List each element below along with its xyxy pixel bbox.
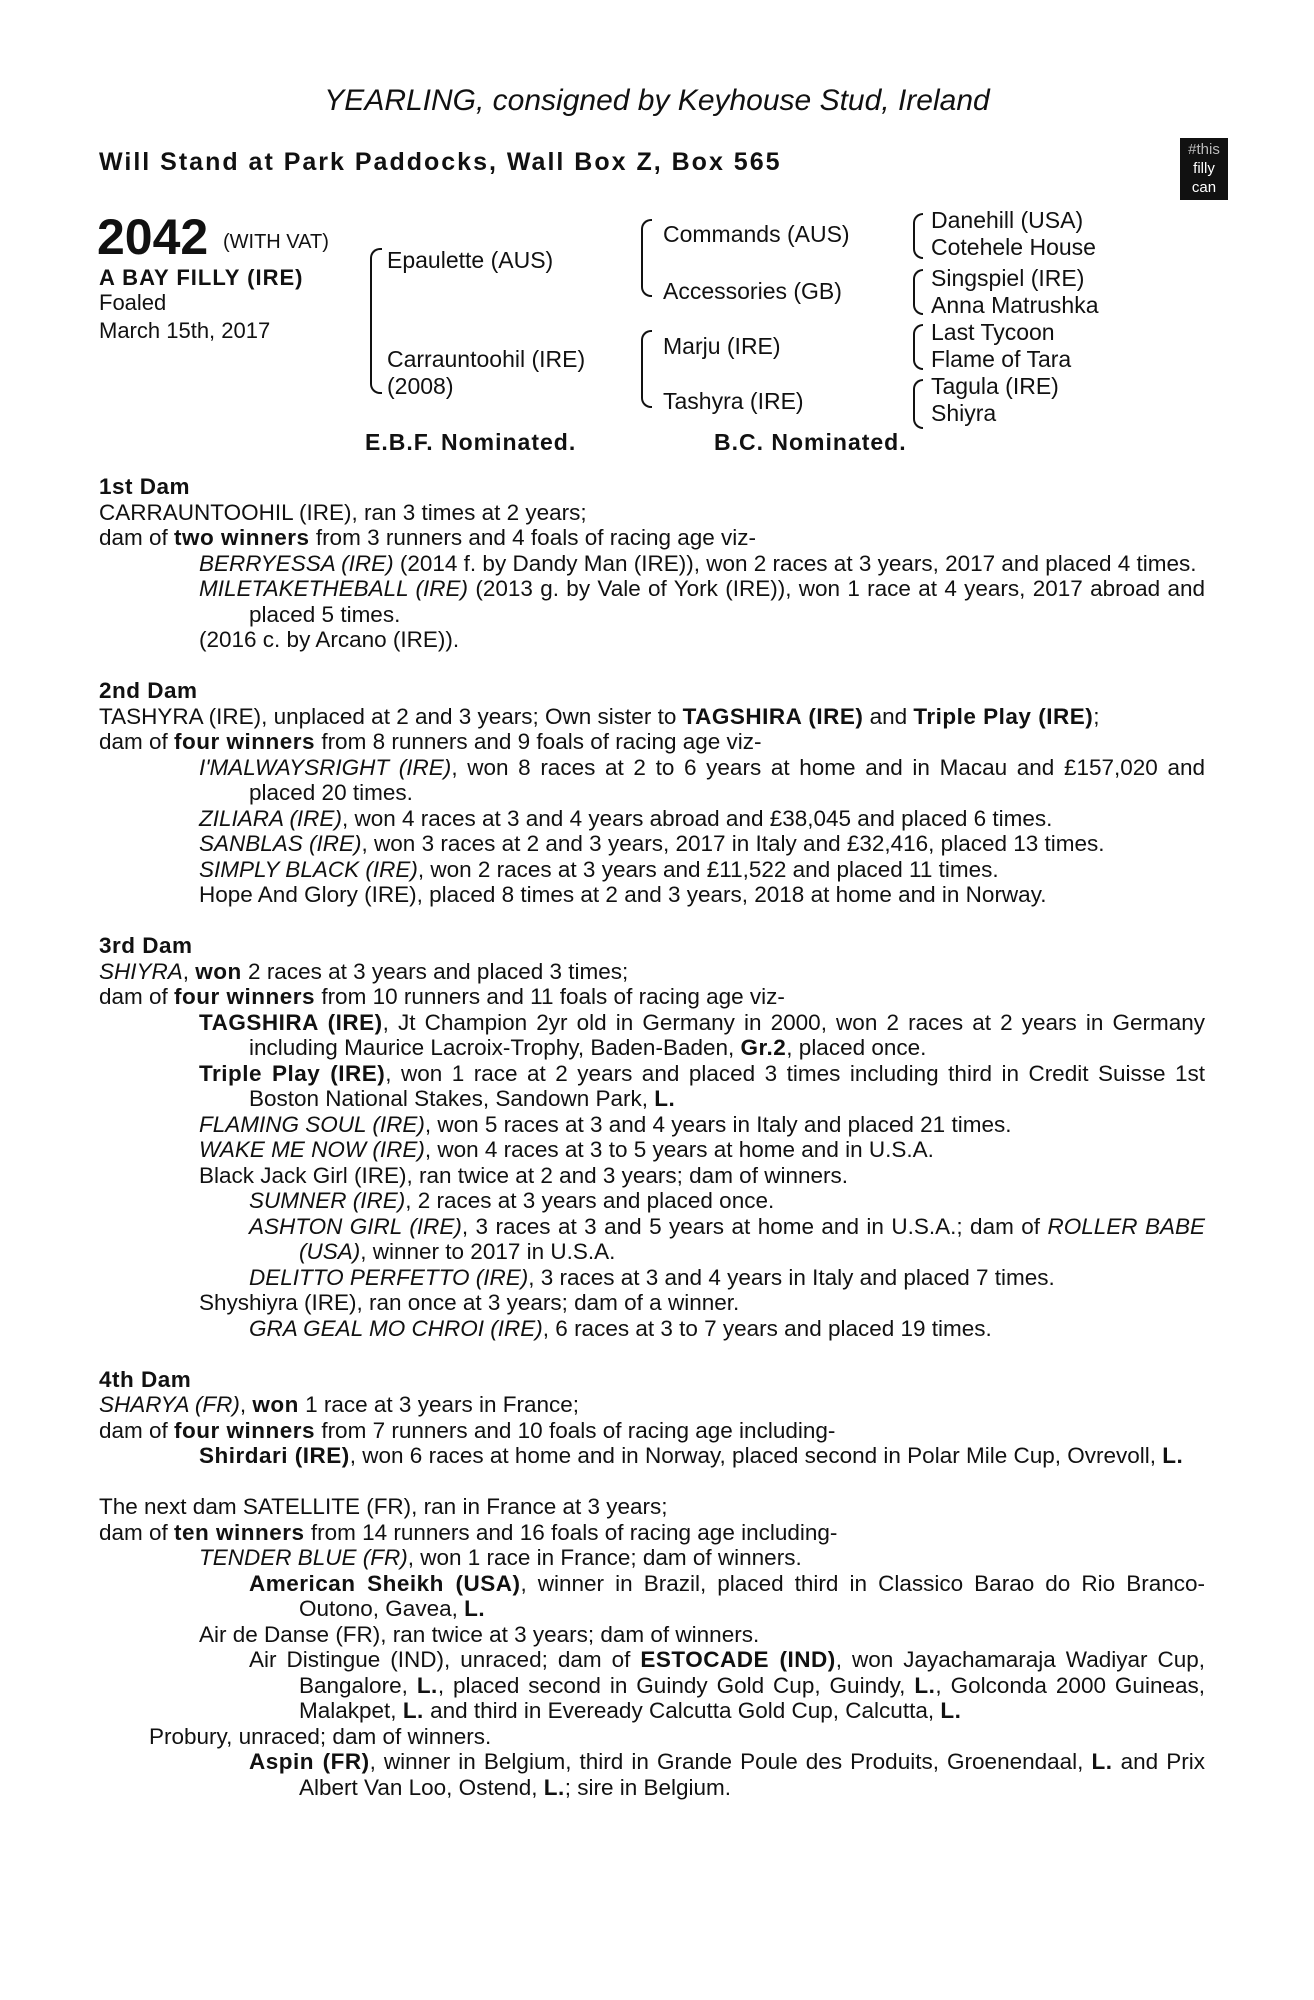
horse-name: SANBLAS (IRE) <box>199 831 362 856</box>
text-bold: won <box>252 1392 299 1417</box>
produce-entry <box>99 755 1205 806</box>
produce-detail: and Prix Albert Van Loo, Ostend, <box>299 1749 1205 1800</box>
produce-entry <box>99 1137 1205 1163</box>
logo-line-3: can <box>1191 179 1217 196</box>
section-heading: 2nd Dam <box>99 678 198 703</box>
pedigree-dam-sire: Marju (IRE) <box>663 333 781 359</box>
text: dam of <box>99 1417 175 1443</box>
race-grade: L. <box>1091 1749 1113 1774</box>
produce-detail: , winner to 2017 in U.S.A. <box>360 1239 616 1264</box>
winners-count: two winners <box>174 525 310 550</box>
produce-detail: Probury, unraced; dam of winners. <box>149 1723 492 1749</box>
race-grade: L. <box>402 1698 424 1723</box>
pedigree-gen3-2: Cotehele House <box>931 234 1096 260</box>
race-grade: L. <box>654 1086 676 1111</box>
horse-name: Aspin (FR) <box>249 1749 370 1774</box>
pedigree-sire-sire: Commands (AUS) <box>663 221 850 247</box>
produce-detail: , placed second in Guindy Gold Cup, Guindy, <box>437 1672 915 1698</box>
section-heading: 3rd Dam <box>99 933 193 958</box>
horse-name: DELITTO PERFETTO (IRE) <box>249 1264 529 1290</box>
race-grade: L. <box>940 1698 962 1723</box>
horse-name: ZILIARA (IRE) <box>199 805 342 831</box>
produce-detail: (2013 g. by Vale of York (IRE)), won 1 race at 4 years, 2017 abroad and placed 5 times. <box>249 576 1205 627</box>
pedigree-brace-gen3-3 <box>913 324 923 370</box>
grand-produce-entry <box>99 1265 1205 1291</box>
text: , <box>182 958 196 984</box>
text: from 14 runners and 16 foals of racing age including- <box>304 1519 838 1545</box>
catalogue-body <box>99 474 1205 1800</box>
section-heading: 1st Dam <box>99 474 191 499</box>
horse-name: ASHTON GIRL (IRE) <box>249 1213 462 1239</box>
horse-name: Triple Play (IRE) <box>199 1060 386 1086</box>
dam-produce-summary <box>99 1520 1205 1546</box>
grand-produce-entry <box>99 1316 1205 1342</box>
text: 1 race at 3 years in France; <box>298 1392 580 1417</box>
produce-detail: , 6 races at 3 to 7 years and placed 19 times. <box>542 1315 992 1341</box>
race-grade: L. <box>416 1672 438 1698</box>
fourth-dam-section <box>99 1367 1205 1469</box>
produce-entry <box>99 1290 1205 1316</box>
produce-detail: Hope And Glory (IRE), placed 8 times at 2 and 3 years, 2018 at home and in Norway. <box>199 882 1047 907</box>
produce-detail: , won 8 races at 2 to 6 years at home and in Macau and £157,020 and placed 20 times. <box>249 754 1205 805</box>
pedigree-brace-gen1 <box>370 248 382 394</box>
dam-description: The next dam SATELLITE (FR), ran in France at 3 years; <box>99 1494 668 1519</box>
dam-description: CARRAUNTOOHIL (IRE), ran 3 times at 2 years; <box>99 499 587 525</box>
produce-detail: , 3 races at 3 and 4 years in Italy and placed 7 times. <box>528 1264 1055 1290</box>
dam-produce-summary <box>99 1418 1205 1444</box>
pedigree-gen3-5: Last Tycoon <box>931 319 1055 345</box>
text: dam of <box>99 1519 175 1545</box>
next-dam-section <box>99 1494 1205 1800</box>
text-bold: won <box>195 958 242 984</box>
lot-vat-note: (WITH VAT) <box>223 231 329 253</box>
pedigree-gen3-4: Anna Matrushka <box>931 292 1099 318</box>
dam-description <box>99 959 1205 985</box>
produce-detail: , placed once. <box>786 1035 927 1060</box>
stand-location: Will Stand at Park Paddocks, Wall Box Z, Box 565 <box>99 148 782 176</box>
text: from 7 runners and 10 foals of racing age including- <box>315 1417 836 1443</box>
pedigree-dam-year: (2008) <box>387 373 454 399</box>
text: from 10 runners and 11 foals of racing age viz- <box>315 984 785 1009</box>
horse-name: MILETAKETHEBALL (IRE) <box>199 576 469 601</box>
winners-count: ten winners <box>174 1519 305 1545</box>
horse-name: FLAMING SOUL (IRE) <box>199 1111 425 1137</box>
grand-produce-entry <box>99 1749 1205 1800</box>
horse-name: BERRYESSA (IRE) <box>199 550 394 576</box>
text: , <box>239 1392 253 1417</box>
logo-line-2: filly <box>1193 160 1215 177</box>
horse-name: Shirdari (IRE) <box>199 1443 350 1468</box>
lot-number: 2042 <box>97 209 209 265</box>
produce-entry <box>99 576 1205 627</box>
horse-name: TAGSHIRA (IRE) <box>199 1009 383 1035</box>
produce-detail: , won 1 race at 2 years and placed 3 times including third in Credit Suisse 1st Boston National Stakes, Sandown Park, <box>249 1060 1205 1111</box>
horse-name: American Sheikh (USA) <box>249 1570 521 1596</box>
produce-entry <box>99 1061 1205 1112</box>
horse-name: I'MALWAYSRIGHT (IRE) <box>199 754 452 780</box>
race-grade: L. <box>914 1672 936 1698</box>
produce-detail: (2016 c. by Arcano (IRE)). <box>199 627 460 652</box>
pedigree-sire-dam: Accessories (GB) <box>663 278 842 304</box>
horse-name: TENDER BLUE (FR) <box>199 1545 408 1570</box>
horse-name: ROLLER BABE (USA) <box>299 1213 1205 1264</box>
dam-produce-summary <box>99 984 1205 1010</box>
foaled-label: Foaled <box>99 290 167 315</box>
text: 2 races at 3 years and placed 3 times; <box>241 958 629 984</box>
produce-detail: Black Jack Girl (IRE), ran twice at 2 and 3 years; dam of winners. <box>199 1162 848 1188</box>
first-dam-section <box>99 474 1205 653</box>
ebf-nominated: E.B.F. Nominated. <box>365 429 577 455</box>
third-dam-section <box>99 933 1205 1341</box>
produce-detail: , won 6 races at home and in Norway, placed second in Polar Mile Cup, Ovrevoll, <box>349 1443 1163 1468</box>
horse-name: TAGSHIRA (IRE) <box>682 703 864 729</box>
produce-detail: , winner in Brazil, placed third in Classico Barao do Rio Branco-Outono, Gavea, <box>299 1570 1205 1621</box>
winners-count: four winners <box>174 729 316 754</box>
section-heading: 4th Dam <box>99 1366 192 1392</box>
horse-name: SUMNER (IRE) <box>249 1188 406 1213</box>
produce-detail: , won 4 races at 3 and 4 years abroad and £38,045 and placed 6 times. <box>341 805 1053 831</box>
dam-produce-summary <box>99 729 1205 755</box>
pedigree-gen3-6: Flame of Tara <box>931 346 1072 372</box>
grand-produce-entry <box>99 1214 1205 1265</box>
text: and <box>863 703 914 729</box>
produce-detail: (2014 f. by Dandy Man (IRE)), won 2 races at 3 years, 2017 and placed 4 times. <box>393 550 1197 576</box>
produce-detail: , won 1 race in France; dam of winners. <box>407 1545 802 1570</box>
winners-count: four winners <box>174 984 316 1009</box>
produce-entry <box>99 1163 1205 1189</box>
grand-produce-entry <box>99 1571 1205 1622</box>
pedigree-dam-dam: Tashyra (IRE) <box>663 388 804 414</box>
dam-description <box>99 1392 1205 1418</box>
race-grade: L. <box>543 1774 565 1800</box>
pedigree-brace-gen3-2 <box>913 269 923 315</box>
text: dam of <box>99 984 175 1009</box>
race-grade: L. <box>464 1596 486 1621</box>
produce-entry <box>99 806 1205 832</box>
horse-name: Triple Play (IRE) <box>913 703 1094 729</box>
produce-detail: , won 4 races at 3 to 5 years at home and in U.S.A. <box>424 1137 934 1162</box>
produce-detail: , 3 races at 3 and 5 years at home and in U.S.A.; dam of <box>461 1213 1048 1239</box>
text: dam of <box>99 729 175 754</box>
grand-produce-entry <box>99 1647 1205 1724</box>
pedigree-gen3-1: Danehill (USA) <box>931 207 1084 233</box>
dam-produce-summary <box>99 525 1205 551</box>
produce-entry <box>99 831 1205 857</box>
produce-entry <box>99 882 1205 908</box>
text: from 8 runners and 9 foals of racing age viz- <box>315 729 762 754</box>
pedigree-sire: Epaulette (AUS) <box>387 247 554 273</box>
race-grade: L. <box>1162 1443 1184 1468</box>
produce-entry <box>99 1443 1205 1469</box>
text: dam of <box>99 525 175 550</box>
horse-name: ESTOCADE (IND) <box>640 1647 836 1672</box>
dam-description <box>99 704 1205 730</box>
produce-detail: and third in Eveready Calcutta Gold Cup, Calcutta, <box>423 1698 941 1723</box>
produce-detail: Air de Danse (FR), ran twice at 3 years; dam of winners. <box>199 1621 760 1647</box>
pedigree-dam: Carrauntoohil (IRE) <box>387 346 586 372</box>
horse-name: WAKE ME NOW (IRE) <box>199 1137 425 1162</box>
produce-entry <box>99 1010 1205 1061</box>
pedigree-gen3-7: Tagula (IRE) <box>931 373 1059 399</box>
second-dam-section <box>99 678 1205 908</box>
grand-produce-entry <box>99 1188 1205 1214</box>
text: from 3 runners and 4 foals of racing age viz- <box>309 525 757 550</box>
horse-name: SIMPLY BLACK (IRE) <box>199 856 418 882</box>
produce-detail: , won 2 races at 3 years and £11,522 and placed 11 times. <box>417 856 999 882</box>
pedigree-gen3-8: Shiyra <box>931 400 997 426</box>
pedigree-brace-sire <box>641 219 652 297</box>
horse-name: SHARYA (FR) <box>99 1392 240 1417</box>
produce-detail: , Golconda 2000 Guineas, Malakpet, <box>299 1672 1205 1723</box>
lot-name: A BAY FILLY (IRE) <box>99 265 304 290</box>
produce-detail: Shyshiyra (IRE), ran once at 3 years; dam of a winner. <box>199 1290 740 1315</box>
produce-detail: ; sire in Belgium. <box>564 1774 732 1800</box>
horse-name: SHIYRA <box>99 958 183 984</box>
produce-detail: , 2 races at 3 years and placed once. <box>405 1188 775 1213</box>
produce-entry <box>99 1545 1205 1571</box>
pedigree-brace-gen3-1 <box>913 213 923 259</box>
produce-entry <box>99 857 1205 883</box>
horse-name: GRA GEAL MO CHROI (IRE) <box>249 1315 543 1341</box>
produce-entry <box>99 1622 1205 1648</box>
produce-entry <box>99 627 1205 653</box>
bc-nominated: B.C. Nominated. <box>714 429 907 455</box>
produce-detail: , Jt Champion 2yr old in Germany in 2000, won 2 races at 2 years in Germany including Maurice Lacroix-Trophy, Baden-Baden, <box>249 1009 1205 1060</box>
produce-entry <box>99 1112 1205 1138</box>
this-filly-can-logo <box>1180 138 1228 200</box>
race-grade: Gr.2 <box>740 1035 787 1060</box>
consignment-title: YEARLING, consigned by Keyhouse Stud, Ireland <box>324 84 990 117</box>
produce-detail: , winner in Belgium, third in Grande Poule des Produits, Groenendaal, <box>369 1749 1092 1774</box>
produce-detail: , won 3 races at 2 and 3 years, 2017 in Italy and £32,416, placed 13 times. <box>361 831 1105 856</box>
produce-detail: , won Jayachamaraja Wadiyar Cup, Bangalore, <box>299 1647 1206 1698</box>
foaled-date: March 15th, 2017 <box>99 318 271 343</box>
text: TASHYRA (IRE), unplaced at 2 and 3 years; Own sister to <box>99 703 683 729</box>
logo-line-1: #this <box>1188 141 1220 158</box>
produce-entry <box>99 1724 1205 1750</box>
pedigree-gen3-3: Singspiel (IRE) <box>931 265 1085 291</box>
text: ; <box>1093 703 1100 729</box>
produce-detail: , won 5 races at 3 and 4 years in Italy and placed 21 times. <box>424 1111 1012 1137</box>
produce-detail: Air Distingue (IND), unraced; dam of <box>249 1647 641 1672</box>
winners-count: four winners <box>174 1417 316 1443</box>
pedigree-brace-gen3-4 <box>913 379 923 429</box>
produce-entry <box>99 551 1205 577</box>
pedigree-brace-dam <box>641 330 652 408</box>
